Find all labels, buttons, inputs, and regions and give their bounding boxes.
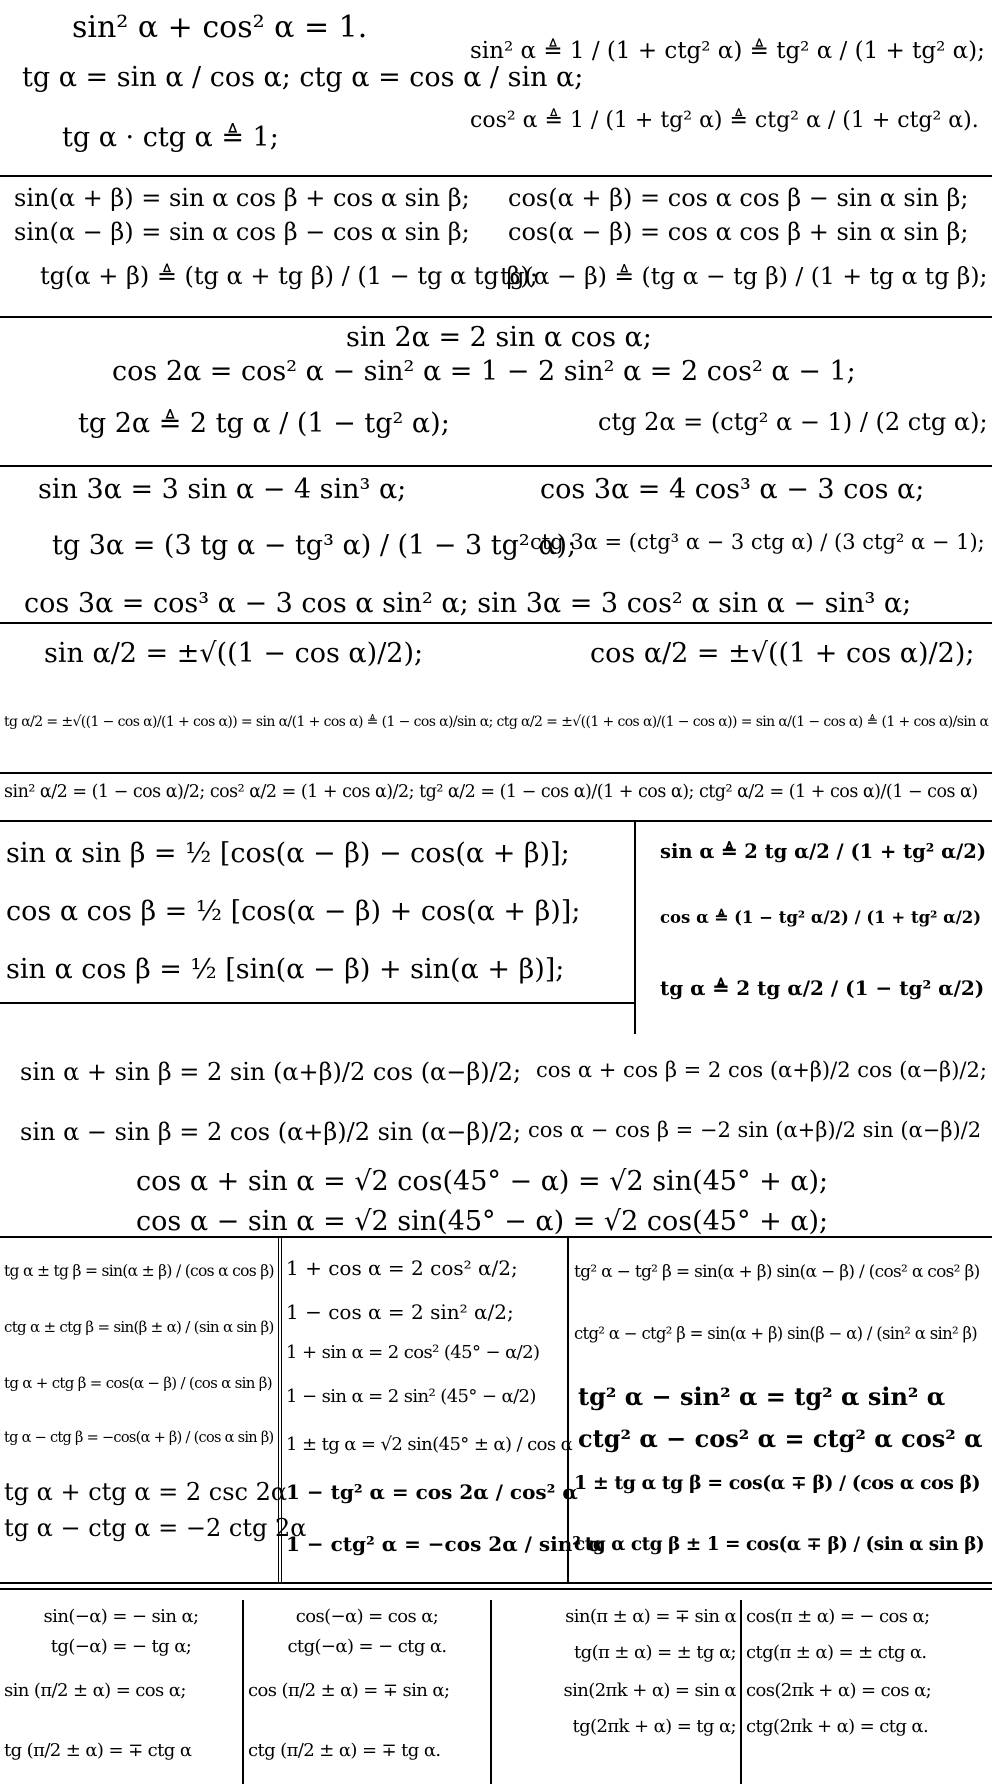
tan-double-angle: tg 2α ≜ 2 tg α / (1 − tg² α);	[78, 408, 450, 439]
sum-to-product-cos-plus: cos α + cos β = 2 cos (α+β)/2 cos (α−β)/2;	[536, 1058, 987, 1082]
cos-plus-sin-identity: cos α + sin α = √2 cos(45° − α) = √2 sin(45° + α);	[136, 1166, 829, 1197]
triple-angle-alt: cos 3α = cos³ α − 3 cos α sin² α; sin 3α = 3 cos² α sin α − sin³ α;	[24, 588, 912, 619]
tan-squared-difference: tg² α − tg² β = sin(α + β) sin(α − β) / (cos² α cos² β)	[574, 1262, 980, 1282]
sin-supplement: sin(π ± α) = ∓ sin α	[565, 1606, 736, 1627]
divider	[0, 465, 992, 467]
one-plus-minus-tan-product: 1 ± tg α tg β = cos(α ∓ β) / (cos α cos β)	[574, 1472, 981, 1494]
cot-periodic: ctg(2πk + α) = ctg α.	[746, 1716, 929, 1737]
sum-to-product-sin-minus: sin α − sin β = 2 cos (α+β)/2 sin (α−β)/2;	[20, 1118, 522, 1146]
divider	[567, 1238, 569, 1582]
sin-complement: sin (π/2 ± α) = cos α;	[4, 1680, 186, 1701]
squared-half-angle: sin² α/2 = (1 − cos α)/2; cos² α/2 = (1 + cos α)/2; tg² α/2 = (1 − cos α)/(1 + cos α); ctg² α/2 = (1 + cos α)/(1 − cos α)	[4, 782, 978, 802]
sin-squared-identity: sin² α ≜ 1 / (1 + ctg² α) ≜ tg² α / (1 + tg² α);	[470, 38, 985, 64]
cot-triple-angle: ctg 3α = (ctg³ α − 3 ctg α) / (3 ctg² α − 1);	[530, 530, 985, 554]
sin-tan-half-substitution: sin α ≜ 2 tg α/2 / (1 + tg² α/2)	[660, 840, 987, 863]
tan-supplement: tg(π ± α) = ± tg α;	[574, 1642, 736, 1663]
divider	[0, 1588, 992, 1590]
one-minus-tan-squared: 1 − tg² α = cos 2α / cos² α	[286, 1480, 578, 1504]
tan-tan-half-substitution: tg α ≜ 2 tg α/2 / (1 − tg² α/2)	[660, 976, 985, 1000]
divider	[0, 1002, 635, 1004]
product-sin-cos: sin α cos β = ½ [sin(α − β) + sin(α + β)];	[6, 954, 565, 985]
cos-half-angle: cos α/2 = ±√((1 + cos α)/2);	[590, 638, 975, 669]
tan-cot-product: tg α · ctg α ≜ 1;	[62, 122, 279, 153]
sin-triple-angle: sin 3α = 3 sin α − 4 sin³ α;	[38, 474, 407, 505]
tan-minus-cot-rule: tg α − ctg β = −cos(α + β) / (cos α sin β)	[4, 1430, 274, 1446]
product-sin-sin: sin α sin β = ½ [cos(α − β) − cos(α + β)];	[6, 838, 570, 869]
divider	[0, 622, 992, 624]
tan-cot-half-angle: tg α/2 = ±√((1 − cos α)/(1 + cos α)) = sin α/(1 + cos α) ≜ (1 − cos α)/sin α; ctg α/2 = ±√((1 + cos α)/(1 − cos α)) = sin α/(1 − cos α) ≜ (1 + cos α)/sin α	[4, 714, 989, 730]
sin-sum-formula: sin(α + β) = sin α cos β + cos α sin β;	[14, 184, 470, 212]
cot-double-angle: ctg 2α = (ctg² α − 1) / (2 ctg α);	[598, 408, 988, 436]
tan-complement: tg (π/2 ± α) = ∓ ctg α	[4, 1740, 192, 1761]
cos-diff-formula: cos(α − β) = cos α cos β + sin α sin β;	[508, 218, 969, 246]
divider	[0, 1582, 992, 1584]
cos-supplement: cos(π ± α) = − cos α;	[746, 1606, 930, 1627]
cos-negative: cos(−α) = cos α;	[295, 1606, 439, 1627]
tan-sum-rule: tg α ± tg β = sin(α ± β) / (cos α cos β)	[4, 1262, 274, 1280]
divider	[740, 1600, 742, 1784]
divider	[0, 772, 992, 774]
cos-double-angle: cos 2α = cos² α − sin² α = 1 − 2 sin² α = 2 cos² α − 1;	[112, 356, 856, 387]
tan-periodic: tg(2πk + α) = tg α;	[572, 1716, 736, 1737]
tan-plus-cot-rule: tg α + ctg β = cos(α − β) / (cos α sin β)	[4, 1374, 272, 1392]
tan-diff-formula: tg(α − β) ≜ (tg α − tg β) / (1 + tg α tg β);	[500, 262, 988, 290]
divider	[0, 316, 992, 318]
product-cos-cos: cos α cos β = ½ [cos(α − β) + cos(α + β)];	[6, 896, 581, 927]
cos-squared-identity: cos² α ≜ 1 / (1 + tg² α) ≜ ctg² α / (1 + ctg² α).	[470, 108, 979, 133]
divider	[0, 175, 992, 177]
cot-complement: ctg (π/2 ± α) = ∓ tg α.	[248, 1740, 441, 1761]
tan-sum-formula: tg(α + β) ≜ (tg α + tg β) / (1 − tg α tg β);	[40, 262, 538, 290]
divider	[0, 1236, 992, 1238]
one-plus-sin: 1 + sin α = 2 cos² (45° − α/2)	[286, 1342, 540, 1363]
cos-periodic: cos(2πk + α) = cos α;	[746, 1680, 932, 1701]
cos-sum-formula: cos(α + β) = cos α cos β − sin α sin β;	[508, 184, 969, 212]
sin-periodic: sin(2πk + α) = sin α	[563, 1680, 736, 1701]
one-plus-minus-tan: 1 ± tg α = √2 sin(45° ± α) / cos α	[286, 1434, 573, 1455]
tan-triple-angle: tg 3α = (3 tg α − tg³ α) / (1 − 3 tg² α);	[52, 530, 577, 561]
tan-plus-cot-same: tg α + ctg α = 2 csc 2α	[4, 1478, 288, 1506]
one-plus-cos: 1 + cos α = 2 cos² α/2;	[286, 1256, 518, 1280]
cot-product-plus-minus-one: ctg α ctg β ± 1 = cos(α ∓ β) / (sin α sin β)	[574, 1534, 985, 1555]
divider	[634, 822, 636, 1034]
cos-tan-half-substitution: cos α ≜ (1 − tg² α/2) / (1 + tg² α/2)	[660, 908, 982, 927]
sum-to-product-sin-plus: sin α + sin β = 2 sin (α+β)/2 cos (α−β)/2;	[20, 1058, 522, 1086]
tan-sq-minus-sin-sq: tg² α − sin² α = tg² α sin² α	[578, 1382, 946, 1411]
cot-supplement: ctg(π ± α) = ± ctg α.	[746, 1642, 927, 1663]
sum-to-product-cos-minus: cos α − cos β = −2 sin (α+β)/2 sin (α−β)/2	[528, 1118, 982, 1142]
cot-squared-difference: ctg² α − ctg² β = sin(α + β) sin(β − α) / (sin² α sin² β)	[574, 1324, 978, 1343]
sin-double-angle: sin 2α = 2 sin α cos α;	[346, 322, 652, 353]
cos-triple-angle: cos 3α = 4 cos³ α − 3 cos α;	[540, 474, 925, 505]
cot-negative: ctg(−α) = − ctg α.	[287, 1636, 447, 1657]
one-minus-cot-squared: 1 − ctg² α = −cos 2α / sin² α	[286, 1532, 604, 1556]
tan-minus-cot-same: tg α − ctg α = −2 ctg 2α	[4, 1514, 307, 1542]
one-minus-cos: 1 − cos α = 2 sin² α/2;	[286, 1300, 514, 1324]
cos-minus-sin-identity: cos α − sin α = √2 sin(45° − α) = √2 cos(45° + α);	[136, 1206, 829, 1237]
pythagorean-identity: sin² α + cos² α = 1.	[72, 10, 368, 45]
one-minus-sin: 1 − sin α = 2 sin² (45° − α/2)	[286, 1386, 536, 1407]
sin-half-angle: sin α/2 = ±√((1 − cos α)/2);	[44, 638, 424, 669]
divider	[242, 1600, 244, 1784]
divider	[0, 820, 992, 822]
sin-negative: sin(−α) = − sin α;	[43, 1606, 199, 1627]
cot-sum-rule: ctg α ± ctg β = sin(β ± α) / (sin α sin β)	[4, 1318, 274, 1336]
tan-negative: tg(−α) = − tg α;	[50, 1636, 192, 1657]
sin-diff-formula: sin(α − β) = sin α cos β − cos α sin β;	[14, 218, 470, 246]
divider	[490, 1600, 492, 1784]
cot-sq-minus-cos-sq: ctg² α − cos² α = ctg² α cos² α	[578, 1424, 983, 1453]
tan-cot-definitions: tg α = sin α / cos α; ctg α = cos α / sin α;	[22, 62, 584, 93]
cos-complement: cos (π/2 ± α) = ∓ sin α;	[248, 1680, 450, 1701]
